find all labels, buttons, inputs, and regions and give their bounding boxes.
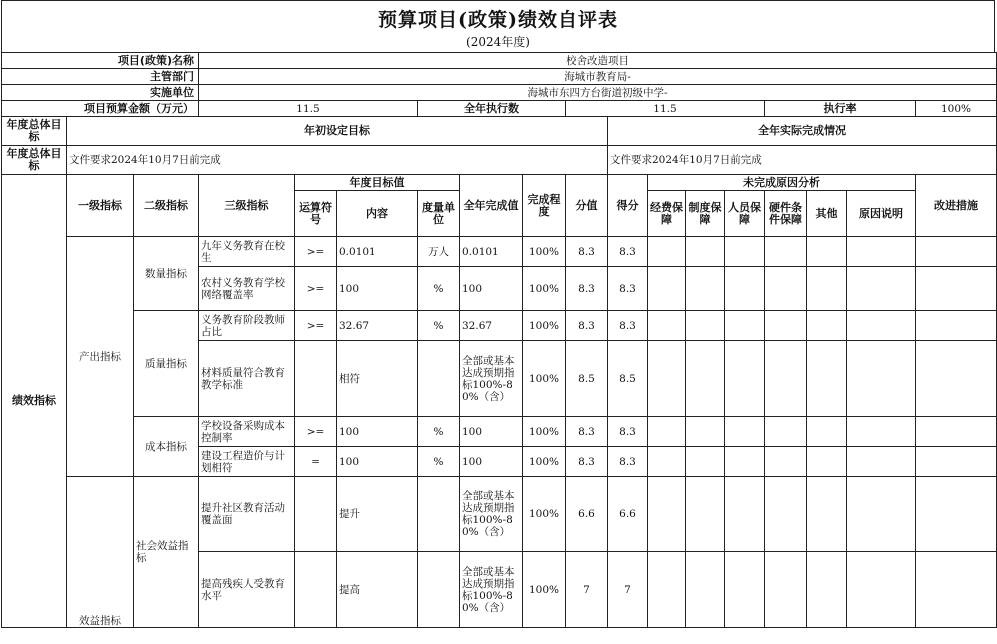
empty-cell bbox=[807, 447, 847, 477]
title-block bbox=[1, 0, 995, 52]
operator-cell: >= bbox=[295, 417, 337, 447]
exec-value: 11.5 bbox=[566, 101, 765, 117]
unit-cell: % bbox=[418, 267, 460, 311]
score-got-cell: 8.5 bbox=[608, 341, 648, 417]
content-cell: 100 bbox=[337, 447, 418, 477]
empty-cell bbox=[847, 447, 916, 477]
score-got-cell: 8.3 bbox=[608, 417, 648, 447]
level2-header: 二级指标 bbox=[134, 175, 199, 237]
score-value-cell: 8.3 bbox=[566, 417, 608, 447]
empty-cell bbox=[686, 417, 725, 447]
unit-cell: % bbox=[418, 447, 460, 477]
empty-cell bbox=[916, 552, 997, 628]
empty-cell bbox=[725, 267, 765, 311]
empty-cell bbox=[847, 311, 916, 341]
score-value-cell: 6.6 bbox=[566, 477, 608, 552]
empty-cell bbox=[686, 341, 725, 417]
score-got-cell: 8.3 bbox=[608, 447, 648, 477]
content-cell: 100 bbox=[337, 417, 418, 447]
level2-social: 社会效益指标 bbox=[134, 477, 199, 628]
degree-header: 完成程度 bbox=[523, 175, 566, 237]
empty-cell bbox=[648, 311, 686, 341]
reason-explain-header: 原因说明 bbox=[847, 191, 916, 237]
empty-cell bbox=[648, 552, 686, 628]
empty-cell bbox=[725, 417, 765, 447]
empty-cell bbox=[847, 417, 916, 447]
empty-cell bbox=[916, 237, 997, 267]
dept-value: 海城市教育局- bbox=[199, 69, 997, 85]
empty-cell bbox=[847, 552, 916, 628]
score-got-cell: 8.3 bbox=[608, 267, 648, 311]
operator-cell: >= bbox=[295, 311, 337, 341]
empty-cell bbox=[807, 237, 847, 267]
level3-cell: 义务教育阶段教师占比 bbox=[199, 311, 295, 341]
score-value-cell: 8.3 bbox=[566, 447, 608, 477]
level3-header: 三级指标 bbox=[199, 175, 295, 237]
dept-row bbox=[2, 69, 997, 85]
content-header: 内容 bbox=[337, 191, 418, 237]
level2-quality: 质量指标 bbox=[134, 311, 199, 417]
score-got-cell: 8.3 bbox=[608, 237, 648, 267]
empty-cell bbox=[648, 267, 686, 311]
empty-cell bbox=[765, 311, 807, 341]
score-value-cell: 8.3 bbox=[566, 237, 608, 267]
reason-hardware-header: 硬件条件保障 bbox=[765, 191, 807, 237]
full-year-cell: 100 bbox=[460, 267, 523, 311]
empty-cell bbox=[686, 237, 725, 267]
annual-goal-label: 年度总体目标 bbox=[2, 117, 67, 146]
score-value-cell: 8.3 bbox=[566, 311, 608, 341]
full-year-header: 全年完成值 bbox=[460, 175, 523, 237]
dept-label: 主管部门 bbox=[2, 69, 199, 85]
empty-cell bbox=[916, 447, 997, 477]
empty-cell bbox=[916, 477, 997, 552]
degree-cell: 100% bbox=[523, 267, 566, 311]
level3-cell: 学校设备采购成本控制率 bbox=[199, 417, 295, 447]
budget-row bbox=[2, 101, 997, 117]
degree-cell: 100% bbox=[523, 237, 566, 267]
level3-cell: 农村义务教育学校网络覆盖率 bbox=[199, 267, 295, 311]
level1-output: 产出指标 bbox=[67, 237, 134, 477]
level1-header: 一级指标 bbox=[67, 175, 134, 237]
reason-funding-header: 经费保障 bbox=[648, 191, 686, 237]
empty-cell bbox=[847, 477, 916, 552]
empty-cell bbox=[686, 477, 725, 552]
reason-analysis-header: 未完成原因分析 bbox=[648, 175, 916, 191]
level1-benefit-label: 效益指标 bbox=[79, 615, 121, 627]
empty-cell bbox=[847, 341, 916, 417]
unit-row bbox=[2, 85, 997, 101]
full-year-cell: 全部或基本达成预期指标100%-80%（含） bbox=[460, 341, 523, 417]
empty-cell bbox=[648, 341, 686, 417]
unit-cell: 万人 bbox=[418, 237, 460, 267]
level3-cell: 提高残疾人受教育水平 bbox=[199, 552, 295, 628]
empty-cell bbox=[725, 311, 765, 341]
empty-cell bbox=[648, 447, 686, 477]
empty-cell bbox=[916, 341, 997, 417]
empty-cell bbox=[648, 477, 686, 552]
sheet-year: (2024年度) bbox=[466, 35, 530, 49]
budget-label: 项目预算金额（万元） bbox=[2, 101, 199, 117]
empty-cell bbox=[765, 267, 807, 311]
reason-other-header: 其他 bbox=[807, 191, 847, 237]
unit-cell: % bbox=[418, 311, 460, 341]
empty-cell bbox=[847, 237, 916, 267]
score-value-header: 分值 bbox=[566, 175, 608, 237]
annual-goal-label-2: 年度总体目标 bbox=[2, 146, 67, 175]
empty-cell bbox=[807, 311, 847, 341]
empty-cell bbox=[725, 552, 765, 628]
initial-goal-text: 文件要求2024年10月7日前完成 bbox=[67, 146, 608, 175]
empty-cell bbox=[765, 447, 807, 477]
column-header-row-1 bbox=[2, 175, 997, 191]
content-cell: 32.67 bbox=[337, 311, 418, 341]
degree-cell: 100% bbox=[523, 311, 566, 341]
empty-cell bbox=[765, 341, 807, 417]
score-got-cell: 7 bbox=[608, 552, 648, 628]
annual-target-header: 年度目标值 bbox=[295, 175, 460, 191]
empty-cell bbox=[765, 477, 807, 552]
level2-quantity: 数量指标 bbox=[134, 237, 199, 311]
unit-cell: % bbox=[418, 417, 460, 447]
empty-cell bbox=[686, 447, 725, 477]
content-cell: 100 bbox=[337, 267, 418, 311]
initial-goal-header: 年初设定目标 bbox=[67, 117, 608, 146]
level3-cell: 建设工程造价与计划相符 bbox=[199, 447, 295, 477]
full-year-cell: 100 bbox=[460, 447, 523, 477]
level2-cost: 成本指标 bbox=[134, 417, 199, 477]
unit-cell bbox=[418, 552, 460, 628]
score-value-cell: 7 bbox=[566, 552, 608, 628]
empty-cell bbox=[686, 311, 725, 341]
empty-cell bbox=[916, 311, 997, 341]
table-row bbox=[2, 417, 997, 447]
project-name-label: 项目(政策)名称 bbox=[2, 53, 199, 69]
score-value-cell: 8.3 bbox=[566, 267, 608, 311]
content-cell: 相符 bbox=[337, 341, 418, 417]
degree-cell: 100% bbox=[523, 341, 566, 417]
operator-cell bbox=[295, 552, 337, 628]
sheet-title: 预算项目(政策)绩效自评表 bbox=[378, 9, 618, 31]
level1-benefit bbox=[67, 477, 134, 628]
performance-indicator-label: 绩效指标 bbox=[2, 175, 67, 628]
empty-cell bbox=[725, 341, 765, 417]
content-cell: 提升 bbox=[337, 477, 418, 552]
operator-cell bbox=[295, 341, 337, 417]
empty-cell bbox=[725, 477, 765, 552]
empty-cell bbox=[765, 552, 807, 628]
operator-cell: >= bbox=[295, 237, 337, 267]
empty-cell bbox=[648, 417, 686, 447]
name-row bbox=[2, 53, 997, 69]
level3-cell: 材料质量符合教育教学标准 bbox=[199, 341, 295, 417]
degree-cell: 100% bbox=[523, 417, 566, 447]
actual-goal-header: 全年实际完成情况 bbox=[608, 117, 997, 146]
empty-cell bbox=[686, 552, 725, 628]
unit-label: 实施单位 bbox=[2, 85, 199, 101]
score-got-cell: 6.6 bbox=[608, 477, 648, 552]
score-got-cell: 8.3 bbox=[608, 311, 648, 341]
unit-value: 海城市东四方台街道初级中学- bbox=[199, 85, 997, 101]
budget-value: 11.5 bbox=[199, 101, 418, 117]
exec-label: 全年执行数 bbox=[418, 101, 566, 117]
table-row bbox=[2, 311, 997, 341]
full-year-cell: 全部或基本达成预期指标100%-80%（含） bbox=[460, 477, 523, 552]
empty-cell bbox=[847, 267, 916, 311]
table-row bbox=[2, 237, 997, 267]
empty-cell bbox=[807, 417, 847, 447]
table-row bbox=[2, 477, 997, 552]
rate-value: 100% bbox=[916, 101, 997, 117]
improvement-header: 改进措施 bbox=[916, 175, 997, 237]
reason-staff-header: 人员保障 bbox=[725, 191, 765, 237]
operator-cell: = bbox=[295, 447, 337, 477]
empty-cell bbox=[765, 417, 807, 447]
unit-cell bbox=[418, 477, 460, 552]
empty-cell bbox=[686, 267, 725, 311]
degree-cell: 100% bbox=[523, 477, 566, 552]
operator-cell bbox=[295, 477, 337, 552]
degree-cell: 100% bbox=[523, 447, 566, 477]
operator-header: 运算符号 bbox=[295, 191, 337, 237]
degree-cell: 100% bbox=[523, 552, 566, 628]
operator-cell: >= bbox=[295, 267, 337, 311]
empty-cell bbox=[916, 267, 997, 311]
empty-cell bbox=[807, 341, 847, 417]
content-cell: 提高 bbox=[337, 552, 418, 628]
score-value-cell: 8.5 bbox=[566, 341, 608, 417]
unit-header: 度量单位 bbox=[418, 191, 460, 237]
empty-cell bbox=[916, 417, 997, 447]
empty-cell bbox=[807, 552, 847, 628]
full-year-cell: 32.67 bbox=[460, 311, 523, 341]
empty-cell bbox=[725, 447, 765, 477]
full-year-cell: 0.0101 bbox=[460, 237, 523, 267]
rate-label: 执行率 bbox=[765, 101, 916, 117]
level3-cell: 九年义务教育在校生 bbox=[199, 237, 295, 267]
content-cell: 0.0101 bbox=[337, 237, 418, 267]
goal-header-row bbox=[2, 117, 997, 146]
empty-cell bbox=[648, 237, 686, 267]
empty-cell bbox=[725, 237, 765, 267]
evaluation-table bbox=[1, 52, 997, 628]
empty-cell bbox=[807, 267, 847, 311]
reason-system-header: 制度保障 bbox=[686, 191, 725, 237]
full-year-cell: 全部或基本达成预期指标100%-80%（含） bbox=[460, 552, 523, 628]
full-year-cell: 100 bbox=[460, 417, 523, 447]
goal-text-row bbox=[2, 146, 997, 175]
empty-cell bbox=[807, 477, 847, 552]
project-name-value: 校舍改造项目 bbox=[199, 53, 997, 69]
actual-goal-text: 文件要求2024年10月7日前完成 bbox=[608, 146, 997, 175]
empty-cell bbox=[765, 237, 807, 267]
level3-cell: 提升社区教育活动覆盖面 bbox=[199, 477, 295, 552]
score-got-header: 得分 bbox=[608, 175, 648, 237]
unit-cell bbox=[418, 341, 460, 417]
